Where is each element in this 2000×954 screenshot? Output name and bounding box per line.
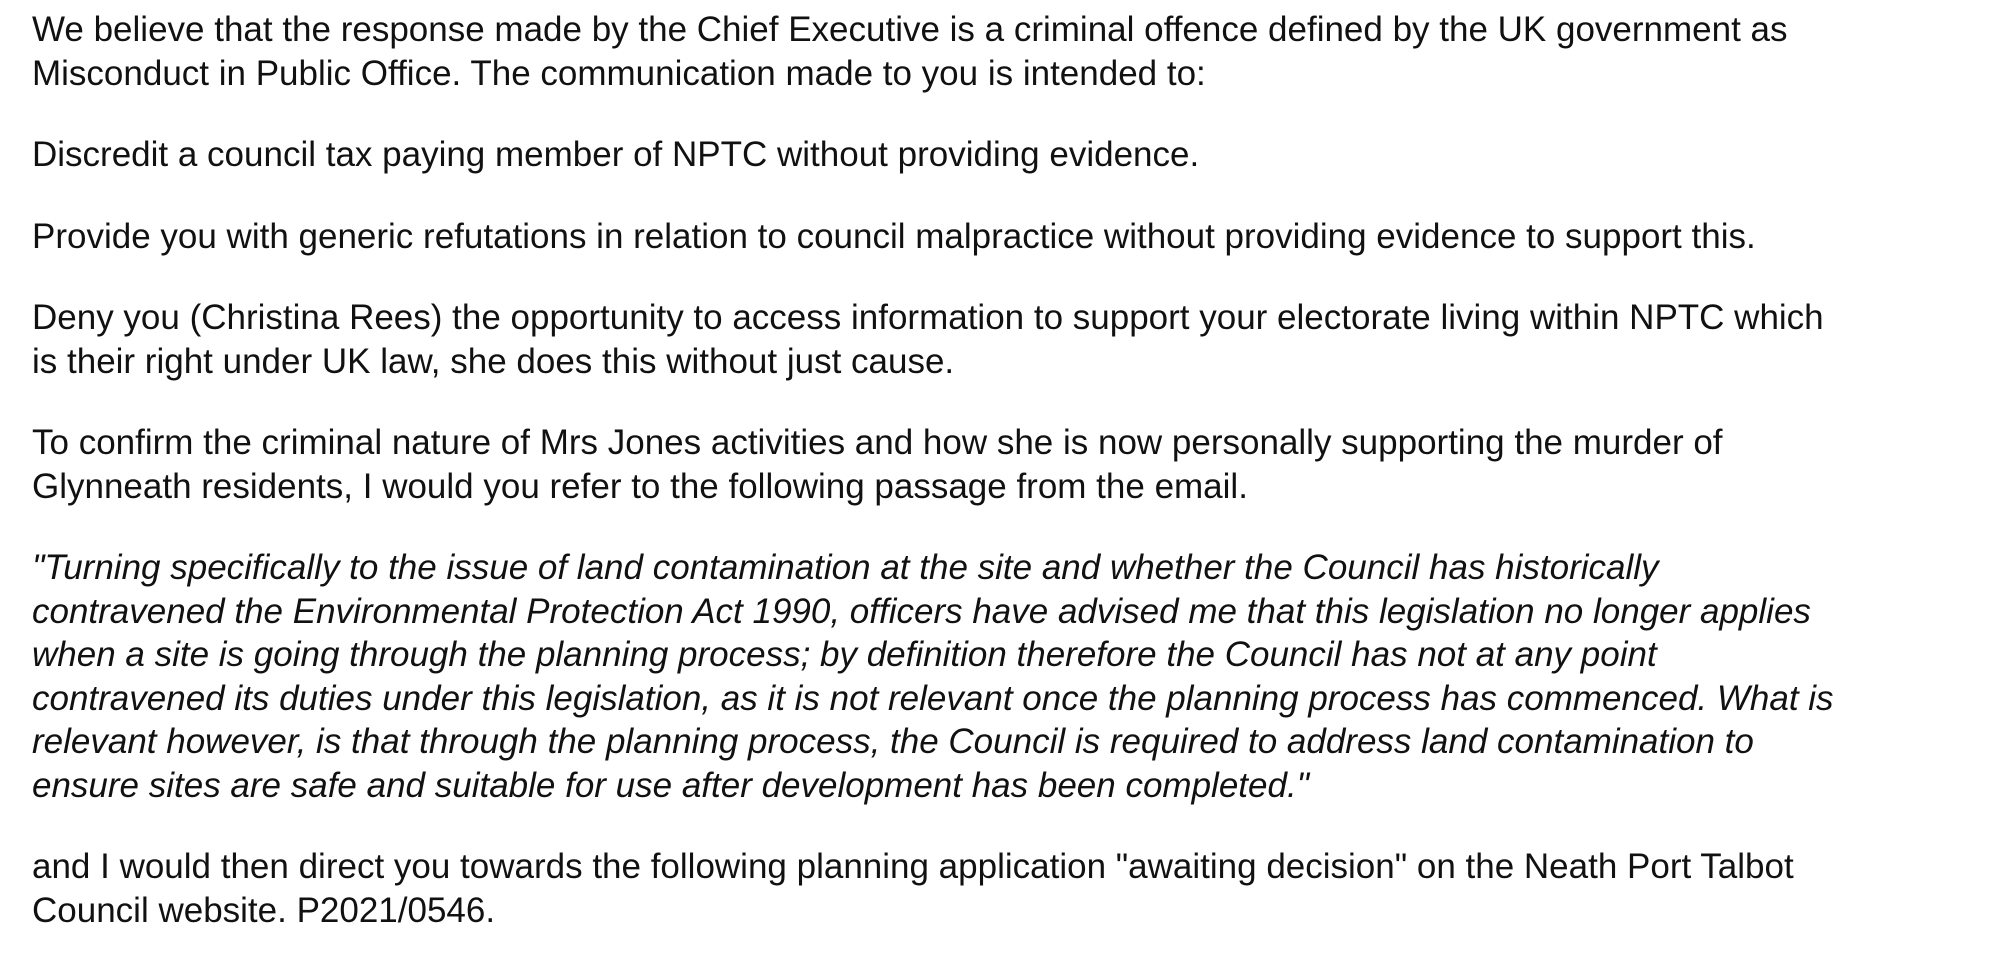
- text-line: Council website. P2021/0546.: [32, 890, 496, 930]
- text-line: contravened the Environmental Protection Act 1990, officers have advised me that this legislation no longer applies: [32, 591, 1811, 631]
- paragraph-criminal-nature: [32, 421, 1992, 508]
- paragraph-misconduct-statement: [32, 8, 1992, 95]
- text-line: Provide you with generic refutations in relation to council malpractice without providing evidence to support this.: [32, 216, 1756, 256]
- text-line: ensure sites are safe and suitable for use after development has been completed.": [32, 765, 1310, 805]
- text-line: when a site is going through the planning process; by definition therefore the Council has not at any point: [32, 635, 1657, 674]
- text-line: "Turning specifically to the issue of land contamination at the site and whether the Council has historically: [32, 548, 1659, 587]
- paragraph-discredit: [32, 133, 1992, 177]
- text-line: and I would then direct you towards the following planning application "awaiting decision" on the Neath Port Talbot: [32, 847, 1794, 886]
- text-line: relevant however, is that through the planning process, the Council is required to address land contamination to: [32, 722, 1754, 761]
- text-line: To confirm the criminal nature of Mrs Jones activities and how she is now personally supporting the murder of: [32, 423, 1723, 462]
- paragraph-deny-access: [32, 296, 1992, 383]
- paragraph-refutations: [32, 215, 1992, 259]
- paragraph-email-quote: [32, 546, 1992, 807]
- document-body: [32, 8, 1992, 932]
- text-line: Discredit a council tax paying member of NPTC without providing evidence.: [32, 135, 1200, 174]
- text-line: Glynneath residents, I would you refer to the following passage from the email.: [32, 466, 1248, 506]
- text-line: We believe that the response made by the Chief Executive is a criminal offence defined by the UK government as: [32, 10, 1788, 49]
- text-line: Misconduct in Public Office. The communication made to you is intended to:: [32, 53, 1206, 93]
- text-line: Deny you (Christina Rees) the opportunity to access information to support your electorate living within NPTC which: [32, 298, 1824, 337]
- text-line: contravened its duties under this legislation, as it is not relevant once the planning process has commenced. What is: [32, 678, 1834, 718]
- text-line: is their right under UK law, she does this without just cause.: [32, 341, 955, 381]
- paragraph-planning-application: [32, 845, 1992, 932]
